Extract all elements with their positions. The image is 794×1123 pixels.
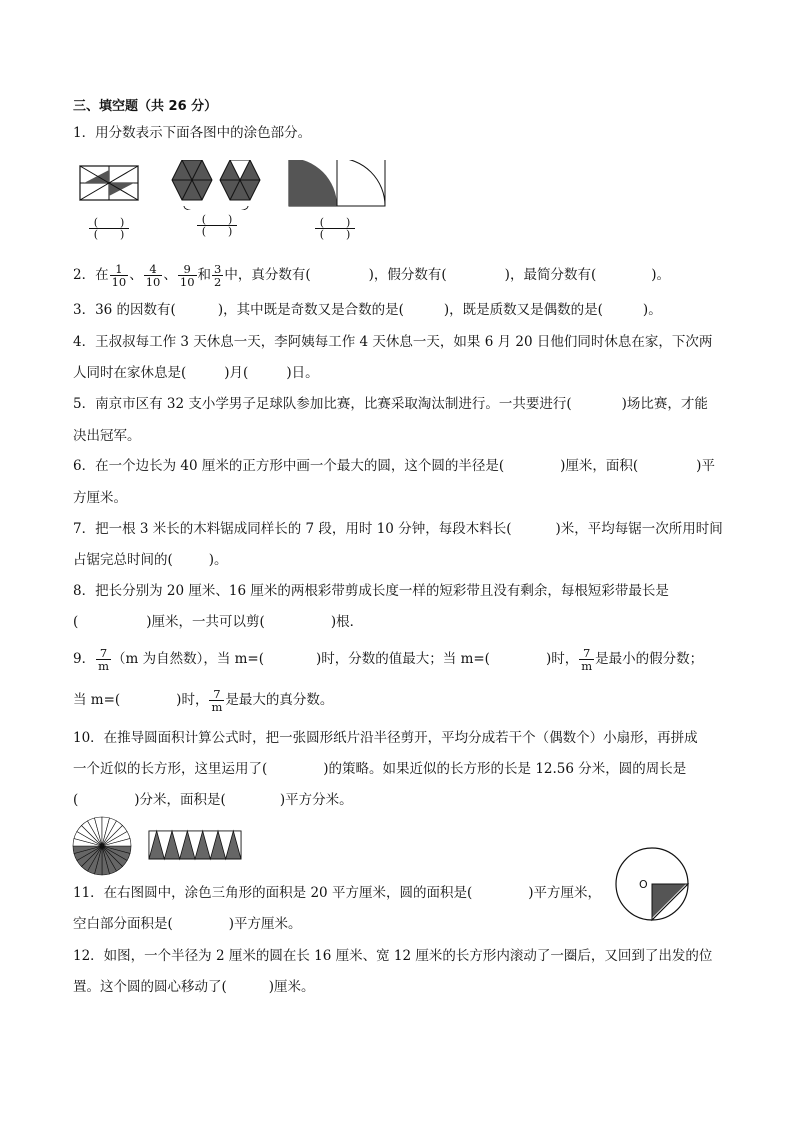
section-title: 三、填空题（共 26 分） bbox=[73, 99, 218, 114]
question-7-line-1: 7．把一根 3 米长的木料锯成同样长的 7 段，用时 10 分钟，每段木料长( )米，平均每锯一次所用时间 bbox=[73, 521, 723, 537]
question-5-line-2: 决出冠军。 bbox=[73, 428, 141, 444]
q11-circle-figure bbox=[613, 845, 693, 925]
q1-figure-squares bbox=[289, 160, 385, 206]
q10-approx-rectangle bbox=[149, 831, 241, 859]
q10-sector-circle bbox=[73, 817, 131, 875]
question-6-line-1: 6．在一个边长为 40 厘米的正方形中画一个最大的圆，这个圆的半径是( )厘米，面积( )平 bbox=[73, 458, 715, 474]
question-10-line-3: ( )分米，面积是( )平方分米。 bbox=[73, 792, 353, 808]
question-8-line-1: 8．把长分别为 20 厘米、16 厘米的两根彩带剪成长度一样的短彩带且没有剩余，每根短彩带最长是 bbox=[73, 583, 669, 599]
fraction-7-m-2: $\frac{7}{m}$ bbox=[581, 646, 593, 673]
question-12-line-2: 置。这个圆的圆心移动了( )厘米。 bbox=[73, 979, 315, 995]
fraction-1-10: $\frac{1}{10}$ bbox=[111, 262, 127, 289]
question-9-line-2: 当 m=( )时， $\frac{7}{m}$ 是最大的真分数。 bbox=[73, 687, 334, 714]
question-6-line-2: 方厘米。 bbox=[73, 490, 127, 506]
question-10-line-2: 一个近似的长方形，这里运用了( )的策略。如果近似的长方形的长是 12.56 分米，圆的周长是 bbox=[73, 761, 687, 777]
question-4-line-1: 4．王叔叔每工作 3 天休息一天，李阿姨每工作 4 天休息一天，如果 6 月 20 日他们同时休息在家，下次两 bbox=[73, 334, 713, 350]
fraction-9-10: $\frac{9}{10}$ bbox=[179, 262, 195, 289]
question-9-line-1: 9． $\frac{7}{m}$ （m 为自然数），当 m=( )时，分数的值最大；当 m=( )时， $\frac{7}{m}$ 是最小的假分数； bbox=[73, 646, 704, 673]
fraction-4-10: $\frac{4}{10}$ bbox=[145, 262, 161, 289]
fraction-3-2: $\frac{3}{2}$ bbox=[214, 262, 222, 289]
q1-figure-rectangle bbox=[80, 166, 138, 200]
fraction-7-m-3: $\frac{7}{m}$ bbox=[211, 687, 223, 714]
fraction-7-m: $\frac{7}{m}$ bbox=[98, 646, 109, 673]
question-2: 2．在 $\frac{1}{10}$ 、 $\frac{4}{10}$ 、 $\frac{9}{10}$ 和 $\frac{3}{2}$ 中，真分数有( )，假分数有( )，最简分数有( )。 bbox=[73, 262, 670, 289]
zigzag-sectors bbox=[149, 831, 241, 859]
question-1: 1．用分数表示下面各图中的涂色部分。 bbox=[73, 125, 312, 141]
q1-figures bbox=[78, 160, 398, 210]
q1-answer-2[interactable]: ( ) ( ) bbox=[197, 214, 237, 237]
circle-center-label: O bbox=[639, 878, 648, 891]
question-3: 3．36 的因数有( )，其中既是奇数又是合数的是( )，既是质数又是偶数的是( )。 bbox=[73, 302, 662, 318]
question-4-line-2: 人同时在家休息是( )月( )日。 bbox=[73, 365, 319, 381]
question-10-line-1: 10．在推导圆面积计算公式时，把一张圆形纸片沿半径剪开，平均分成若干个（偶数个）小扇形，再拼成 bbox=[73, 730, 698, 746]
question-12-line-1: 12．如图，一个半径为 2 厘米的圆在长 16 厘米、宽 12 厘米的长方形内滚动了一圈后，又回到了出发的位 bbox=[73, 948, 713, 964]
q10-figures bbox=[72, 815, 252, 877]
question-11-line-1: 11．在右图圆中，涂色三角形的面积是 20 平方厘米，圆的面积是( )平方厘米， bbox=[73, 885, 601, 901]
question-7-line-2: 占锯完总时间的( )。 bbox=[73, 552, 228, 568]
q1-answer-3[interactable]: ( ) ( ) bbox=[315, 217, 355, 240]
question-11-line-2: 空白部分面积是( )平方厘米。 bbox=[73, 916, 302, 932]
question-5-line-1: 5．南京市区有 32 支小学男子足球队参加比赛，比赛采取淘汰制进行。一共要进行( )场比赛，才能 bbox=[73, 396, 708, 412]
q1-figure-hexagons bbox=[172, 160, 260, 200]
q1-answer-1[interactable]: ( ) ( ) bbox=[89, 217, 129, 240]
question-8-line-2: ( )厘米，一共可以剪( )根． bbox=[73, 614, 364, 630]
